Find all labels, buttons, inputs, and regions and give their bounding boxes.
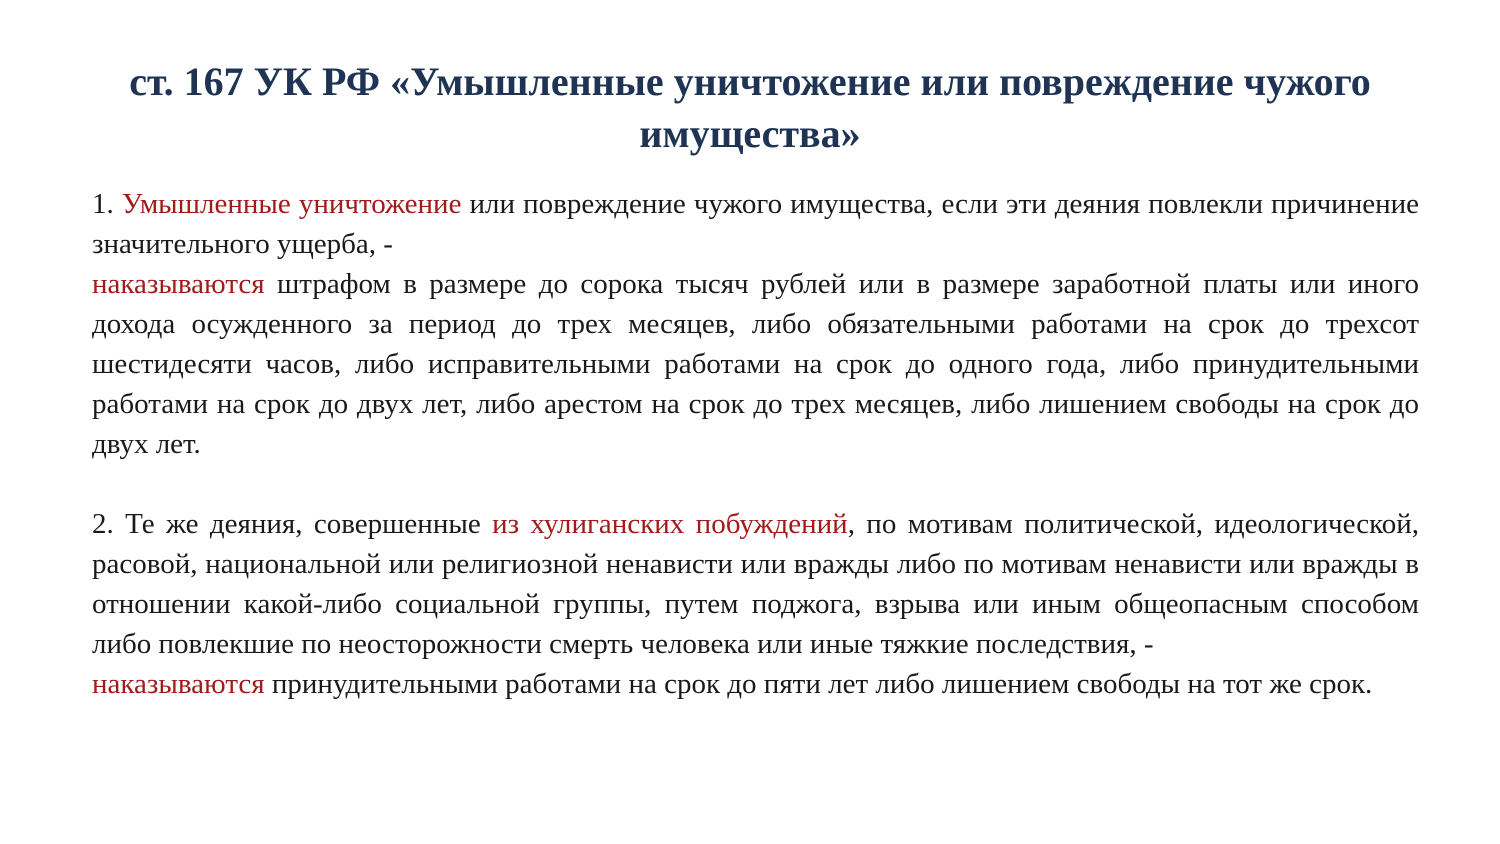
- part-2-penalty-text: принудительными работами на срок до пяти лет либо лишением свободы на тот же срок.: [264, 668, 1373, 700]
- part-2-paragraph: [92, 504, 1419, 664]
- part-1-penalty-text: штрафом в размере до сорока тысяч рублей или в размере заработной платы или иного дохода осужденного за период до трех месяцев, либо обязательными работами на срок до трехсот шестидесяти часов, либо исправительными работами на срок до одного года, либо принудительными работами на срок до двух лет, либо арестом на срок до трех месяцев, либо лишением свободы на срок до двух лет.: [92, 268, 1419, 460]
- slide-title: ст. 167 УК РФ «Умышленные уничтожение или повреждение чужого имущества»: [129, 59, 1371, 156]
- part-2-highlight: из хулиганских побуждений: [492, 508, 848, 540]
- paragraph-gap: [92, 464, 1419, 504]
- part-2-penalty-highlight: наказываются: [92, 668, 265, 700]
- article-body: [92, 184, 1419, 704]
- part-2-penalty: [92, 664, 1419, 704]
- part-1-paragraph: [92, 184, 1419, 264]
- part-2-lead: 2. Те же деяния, совершенные: [92, 508, 493, 540]
- part-2-text: , по мотивам политической, идеологической, расовой, национальной или религиозной ненависти или вражды либо по мотивам ненависти или вражды в отношении какой-либо социальной группы, путем поджога, взрыва или иным общеопасным способом либо повлекшие по неосторожности смерть человека или иные тяжкие последствия, -: [92, 508, 1419, 660]
- part-1-text: или повреждение чужого имущества, если эти деяния повлекли причинение значительного ущерба, -: [92, 188, 1419, 260]
- part-1-highlight: Умышленные уничтожение: [121, 188, 462, 220]
- part-1-penalty-highlight: наказываются: [92, 268, 265, 300]
- part-1-number: 1.: [92, 188, 122, 220]
- part-1-penalty: [92, 264, 1419, 464]
